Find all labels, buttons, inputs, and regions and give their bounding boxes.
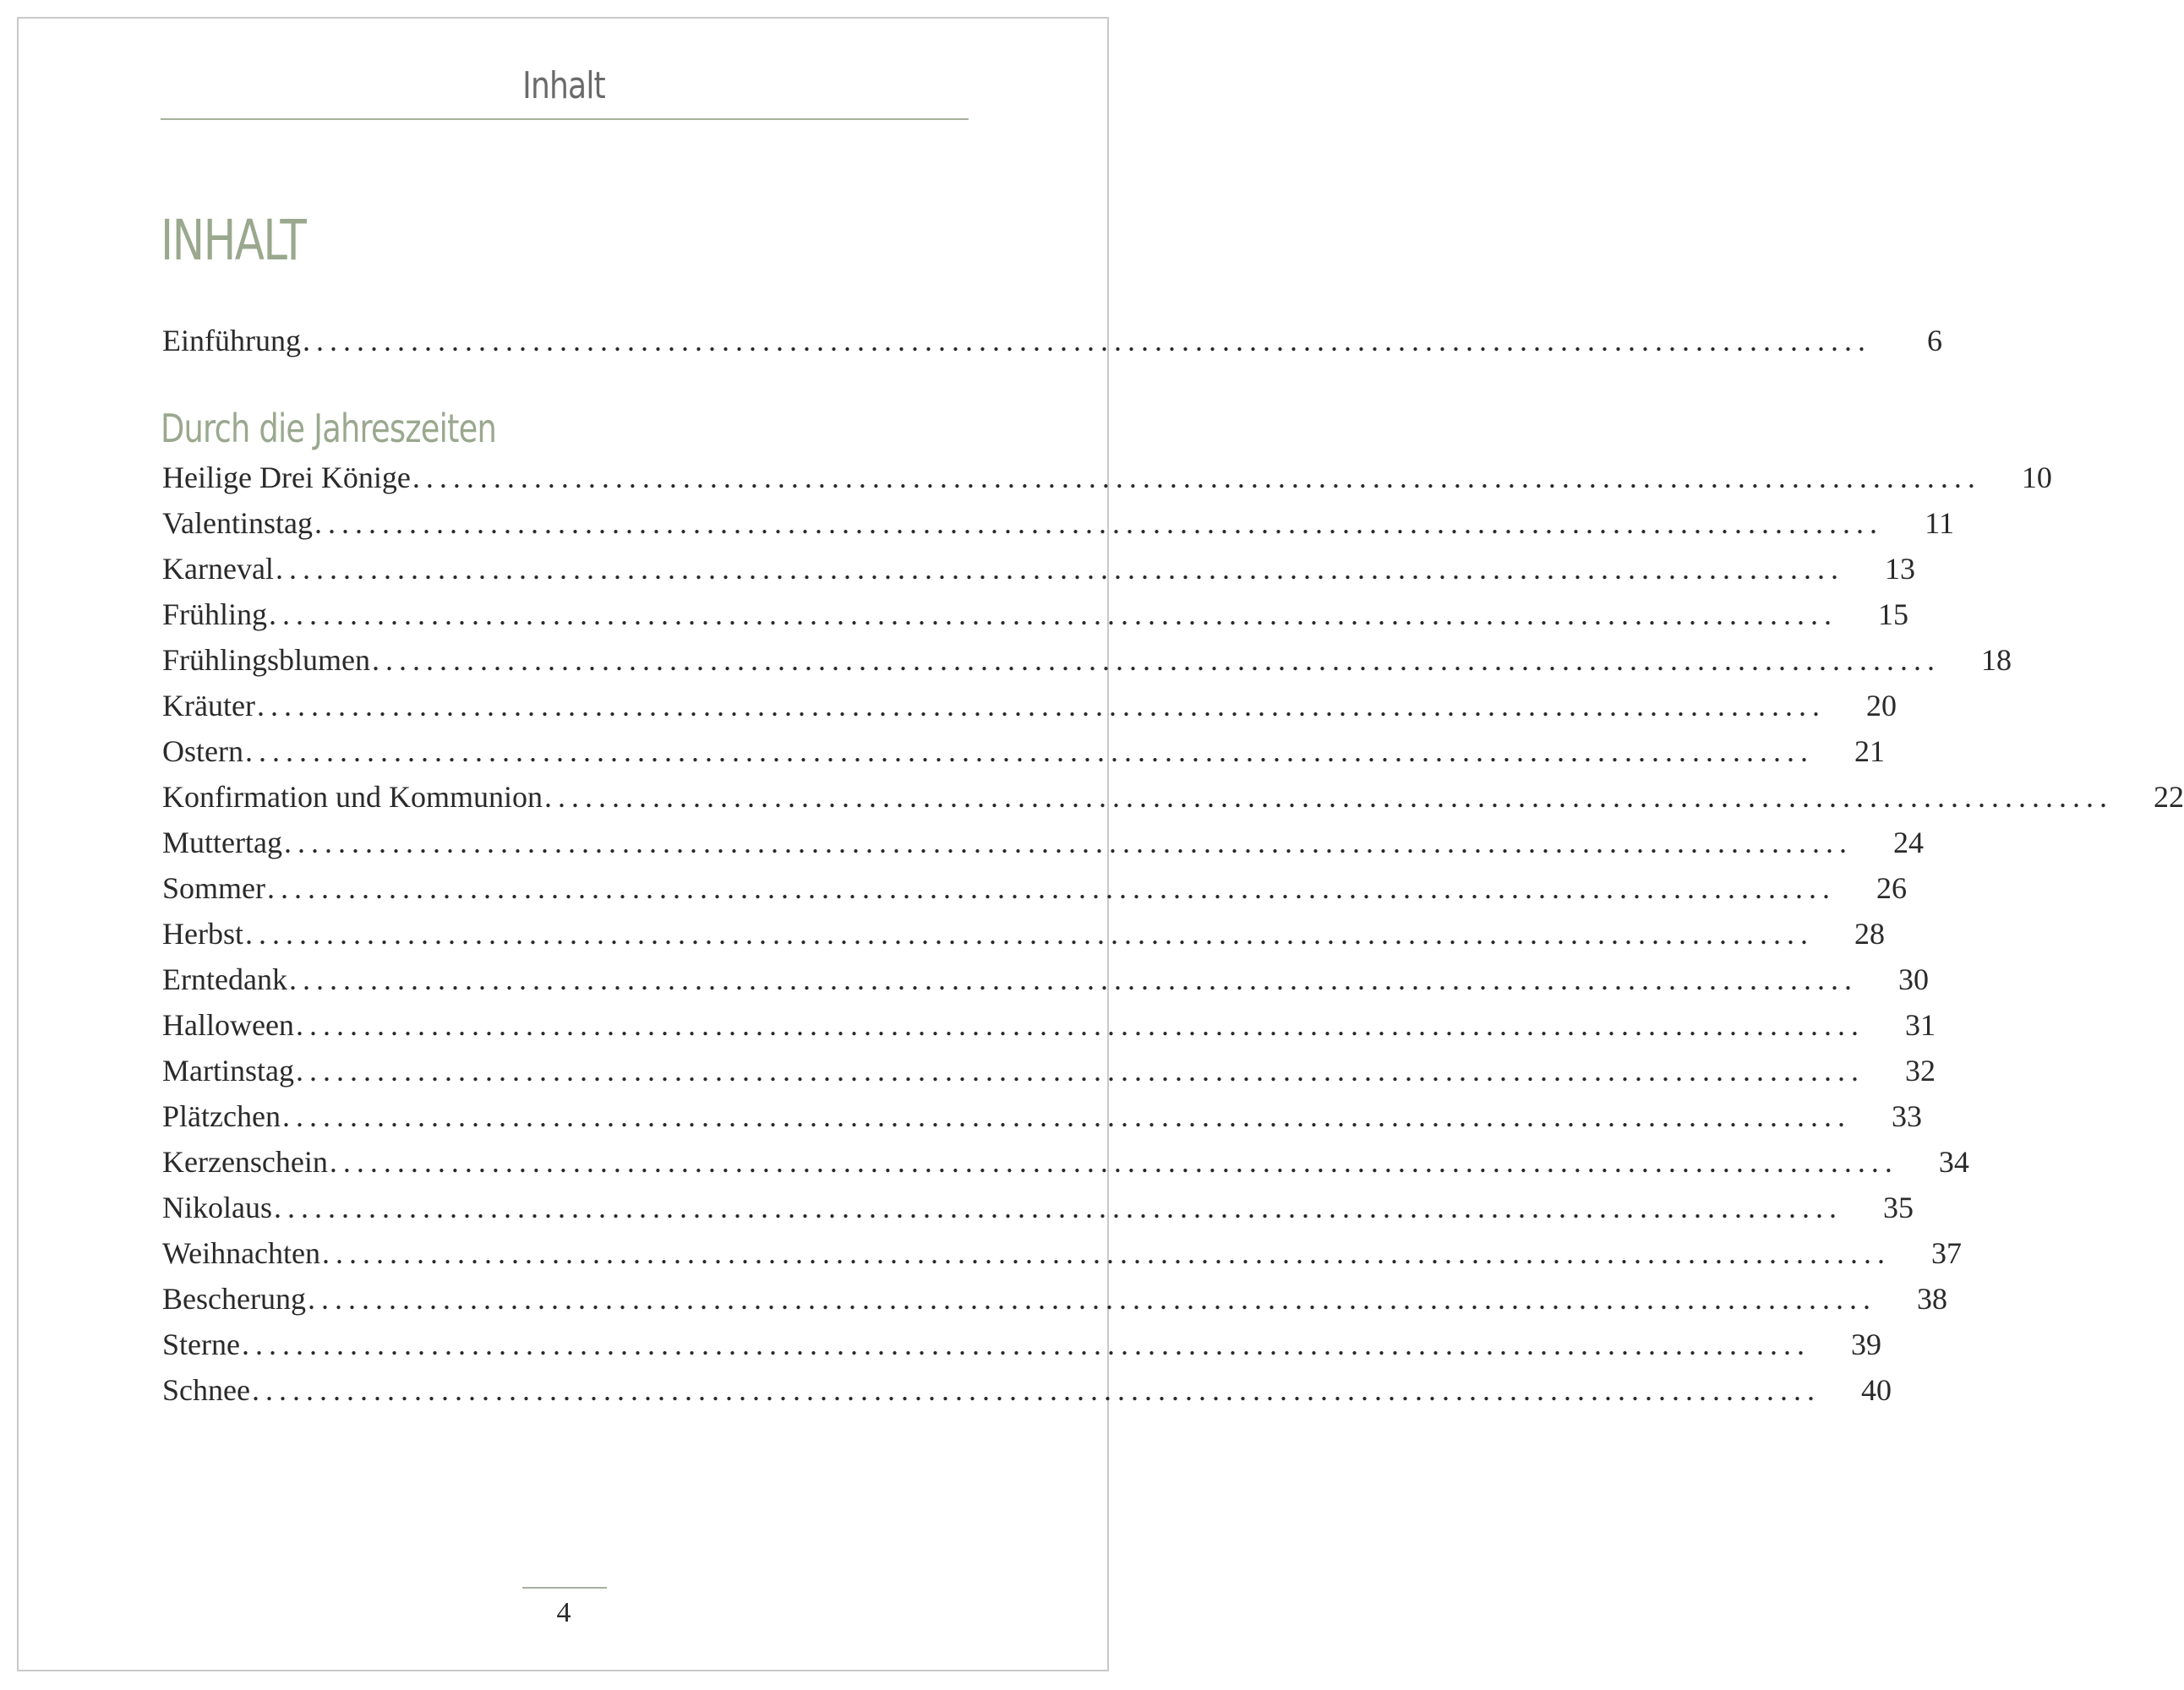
toc-entry[interactable] [162, 551, 1915, 597]
toc-entry[interactable] [162, 1327, 1881, 1372]
toc-entry-label: Nikolaus [162, 1191, 272, 1224]
toc-entry-label: Plätzchen [162, 1099, 281, 1133]
toc-entry-label: Einführung [162, 324, 301, 357]
leader-dots: .................................................................................................................... [269, 597, 1838, 631]
toc-entry-label: Herbst [162, 917, 243, 951]
toc-entry-page: 20 [1865, 689, 1897, 722]
toc-entry-page: 33 [1891, 1099, 1922, 1133]
leader-dots: .................................................................................................................... [274, 1191, 1843, 1224]
leader-dots: .................................................................................................................... [412, 461, 1981, 494]
leader-dots: .................................................................................................................... [372, 643, 1941, 677]
toc-entry[interactable] [162, 870, 1907, 916]
toc-entry-label: Sterne [162, 1327, 240, 1361]
toc-entry[interactable] [162, 505, 1954, 551]
toc-entry-page: 10 [2021, 461, 2052, 494]
toc-entry-page: 24 [1892, 826, 1924, 859]
leader-dots: .................................................................................................................... [314, 506, 1883, 540]
toc-entry-page: 38 [1916, 1282, 1947, 1316]
leader-dots: .................................................................................................................... [256, 689, 1826, 722]
leader-dots: .................................................................................................................... [322, 1236, 1892, 1270]
toc-entry-page: 28 [1854, 917, 1885, 951]
page-title: INHALT [161, 208, 306, 273]
footer-rule [522, 1587, 607, 1589]
toc-entry[interactable] [162, 779, 2184, 825]
toc-entry[interactable] [162, 460, 2052, 505]
toc-entry-label: Valentinstag [162, 506, 313, 540]
toc-entry[interactable] [162, 1235, 1963, 1281]
toc-entry[interactable] [162, 688, 1897, 733]
toc-entry[interactable] [162, 1007, 1936, 1053]
toc-entry[interactable] [162, 825, 1924, 870]
leader-dots: .................................................................................................................... [543, 780, 2113, 814]
toc-entry[interactable] [162, 1372, 1892, 1418]
toc-entry-page: 13 [1884, 552, 1915, 586]
leader-dots: .................................................................................................................... [329, 1145, 1898, 1179]
toc-entry-label: Erntedank [162, 962, 287, 996]
toc-entry-label: Konfirmation und Kommunion [162, 780, 543, 814]
toc-entry-label: Weihnachten [162, 1236, 321, 1270]
toc-entry-page: 15 [1878, 597, 1909, 631]
header-rule [161, 118, 969, 120]
toc-entry[interactable] [162, 1098, 1922, 1144]
toc-entry-label: Sommer [162, 871, 265, 905]
toc-entry-page: 32 [1904, 1054, 1936, 1088]
toc-entry-label: Halloween [162, 1008, 294, 1042]
leader-dots: .................................................................................................................... [281, 1099, 1851, 1133]
leader-dots: .................................................................................................................... [295, 1054, 1865, 1088]
toc-entry-page: 40 [1860, 1373, 1892, 1407]
toc-entry[interactable] [162, 642, 2012, 688]
toc-entry-label: Schnee [162, 1373, 250, 1407]
toc-entry[interactable] [162, 1144, 1969, 1190]
toc-entry-label: Muttertag [162, 826, 282, 859]
toc-entry-page: 21 [1854, 734, 1885, 768]
leader-dots: .................................................................................................................... [283, 826, 1853, 859]
leader-dots: .................................................................................................................... [244, 917, 1814, 951]
leader-dots: .................................................................................................................... [241, 1327, 1810, 1361]
toc-entry-page: 35 [1883, 1191, 1914, 1224]
toc-entry-page: 22 [2153, 780, 2184, 814]
leader-dots: .................................................................................................................... [295, 1008, 1865, 1042]
toc-entry-label: Kräuter [162, 689, 255, 722]
toc-entry-label: Ostern [162, 734, 243, 768]
toc-entry[interactable] [162, 962, 1929, 1007]
toc-entry-label: Frühling [162, 597, 268, 631]
leader-dots: .................................................................................................................... [275, 552, 1844, 586]
section-heading: Durch die Jahreszeiten [161, 406, 496, 451]
leader-dots: .................................................................................................................... [267, 871, 1836, 905]
leader-dots: .................................................................................................................... [251, 1373, 1821, 1407]
toc-entry-page: 37 [1931, 1236, 1963, 1270]
toc-entry-label: Kerzenschein [162, 1145, 328, 1179]
page-number: 4 [556, 1597, 571, 1628]
leader-dots: .................................................................................................................... [302, 324, 1871, 357]
toc-entry-page: 11 [1925, 506, 1954, 540]
toc-entry-label: Martinstag [162, 1054, 294, 1088]
toc-entry-page: 6 [1926, 324, 1942, 357]
toc-entry-label: Frühlingsblumen [162, 643, 371, 677]
toc-entry-label: Karneval [162, 552, 274, 586]
leader-dots: .................................................................................................................... [288, 962, 1858, 996]
toc-entry-page: 39 [1850, 1327, 1881, 1361]
leader-dots: .................................................................................................................... [307, 1282, 1876, 1316]
leader-dots: .................................................................................................................... [244, 734, 1814, 768]
running-head: Inhalt [522, 64, 605, 107]
toc-entry-einfuehrung[interactable] [162, 323, 1942, 368]
toc-entry[interactable] [162, 733, 1885, 779]
toc-entry-page: 30 [1897, 962, 1929, 996]
toc-entry-page: 18 [1981, 643, 2012, 677]
toc-entry[interactable] [162, 916, 1885, 962]
toc-entry[interactable] [162, 597, 1909, 642]
toc-entry[interactable] [162, 1053, 1936, 1098]
toc-entry-page: 31 [1904, 1008, 1936, 1042]
toc-entry-label: Heilige Drei Könige [162, 461, 411, 494]
toc-entry-page: 26 [1876, 871, 1907, 905]
toc-entry-page: 34 [1938, 1145, 1969, 1179]
toc-entry-label: Bescherung [162, 1282, 306, 1316]
toc-entry[interactable] [162, 1190, 1914, 1235]
toc-entry[interactable] [162, 1281, 1947, 1327]
